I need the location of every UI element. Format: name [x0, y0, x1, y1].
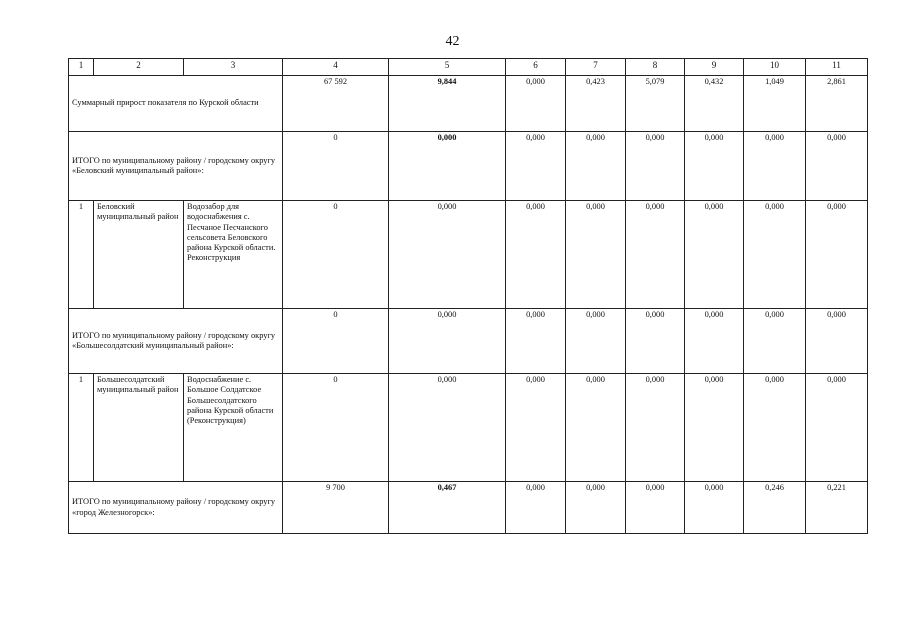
row-label: ИТОГО по муниципальному району / городскому округу «Беловский муниципальный район»:: [69, 132, 283, 201]
header-cell: 4: [283, 59, 389, 76]
value-cell: 0,000: [685, 309, 744, 374]
value-cell: 0,000: [506, 76, 566, 132]
header-cell: 2: [94, 59, 184, 76]
row-label: Суммарный прирост показателя по Курской области: [69, 76, 283, 132]
value-cell: 0,221: [806, 482, 868, 534]
page-number: 42: [445, 34, 460, 49]
object-cell: Водоснабжение с. Большое Солдатское Большесолдатского района Курской области (Реконструкция): [184, 374, 283, 482]
value-cell: 0,000: [744, 201, 806, 309]
value-cell: 0,000: [806, 201, 868, 309]
value-cell: 0,000: [626, 201, 685, 309]
value-cell: 0,000: [566, 132, 626, 201]
value-cell: 0,000: [566, 482, 626, 534]
data-table: [68, 58, 868, 534]
value-cell: 9 700: [283, 482, 389, 534]
value-cell: 0,000: [389, 309, 506, 374]
value-cell: 0,000: [806, 132, 868, 201]
value-cell: 0,000: [506, 201, 566, 309]
value-cell: 0,000: [626, 374, 685, 482]
object-cell: Водозабор для водоснабжения с. Песчаное Песчанского сельсовета Беловского района Курской области. Реконструкция: [184, 201, 283, 309]
value-cell: 0,000: [806, 309, 868, 374]
header-cell: 11: [806, 59, 868, 76]
value-cell: 0: [283, 132, 389, 201]
table-row: [69, 374, 868, 482]
table-row: [69, 482, 868, 534]
district-cell: Беловский муниципальный район: [94, 201, 184, 309]
header-cell: 1: [69, 59, 94, 76]
header-cell: 5: [389, 59, 506, 76]
value-cell: 67 592: [283, 76, 389, 132]
row-number: 1: [69, 201, 94, 309]
value-cell: 0: [283, 201, 389, 309]
header-cell: 3: [184, 59, 283, 76]
value-cell: 0,000: [806, 374, 868, 482]
header-cell: 10: [744, 59, 806, 76]
value-cell: 0,000: [744, 374, 806, 482]
header-cell: 7: [566, 59, 626, 76]
value-cell: 0,000: [506, 482, 566, 534]
value-cell: 0,000: [685, 132, 744, 201]
value-cell: 0,000: [685, 482, 744, 534]
value-cell: 0,000: [506, 132, 566, 201]
value-cell: 0: [283, 309, 389, 374]
value-cell: 0,000: [744, 132, 806, 201]
value-cell: 9,844: [389, 76, 506, 132]
value-cell: 0,000: [389, 374, 506, 482]
value-cell: 0,000: [566, 201, 626, 309]
header-cell: 8: [626, 59, 685, 76]
value-cell: 0,000: [506, 374, 566, 482]
header-cell: 9: [685, 59, 744, 76]
value-cell: 0,423: [566, 76, 626, 132]
value-cell: 2,861: [806, 76, 868, 132]
table-row: [69, 201, 868, 309]
value-cell: 0,000: [389, 201, 506, 309]
value-cell: 0,000: [506, 309, 566, 374]
value-cell: 0,000: [685, 374, 744, 482]
value-cell: 0,000: [744, 309, 806, 374]
row-label: ИТОГО по муниципальному району / городскому округу «Большесолдатский муниципальный район»:: [69, 309, 283, 374]
value-cell: 0,246: [744, 482, 806, 534]
table-row: [69, 309, 868, 374]
value-cell: 0,000: [626, 132, 685, 201]
header-cell: 6: [506, 59, 566, 76]
row-number: 1: [69, 374, 94, 482]
value-cell: 0,000: [685, 201, 744, 309]
value-cell: 0,000: [566, 374, 626, 482]
value-cell: 0,000: [626, 482, 685, 534]
table-row: [69, 132, 868, 201]
row-label: ИТОГО по муниципальному району / городскому округу «город Железногорск»:: [69, 482, 283, 534]
value-cell: 0,432: [685, 76, 744, 132]
value-cell: 1,049: [744, 76, 806, 132]
district-cell: Большесолдатский муниципальный район: [94, 374, 184, 482]
value-cell: 0,000: [566, 309, 626, 374]
value-cell: 0,467: [389, 482, 506, 534]
value-cell: 5,079: [626, 76, 685, 132]
value-cell: 0,000: [389, 132, 506, 201]
table-row: [69, 76, 868, 132]
value-cell: 0,000: [626, 309, 685, 374]
value-cell: 0: [283, 374, 389, 482]
header-row: [69, 59, 868, 76]
